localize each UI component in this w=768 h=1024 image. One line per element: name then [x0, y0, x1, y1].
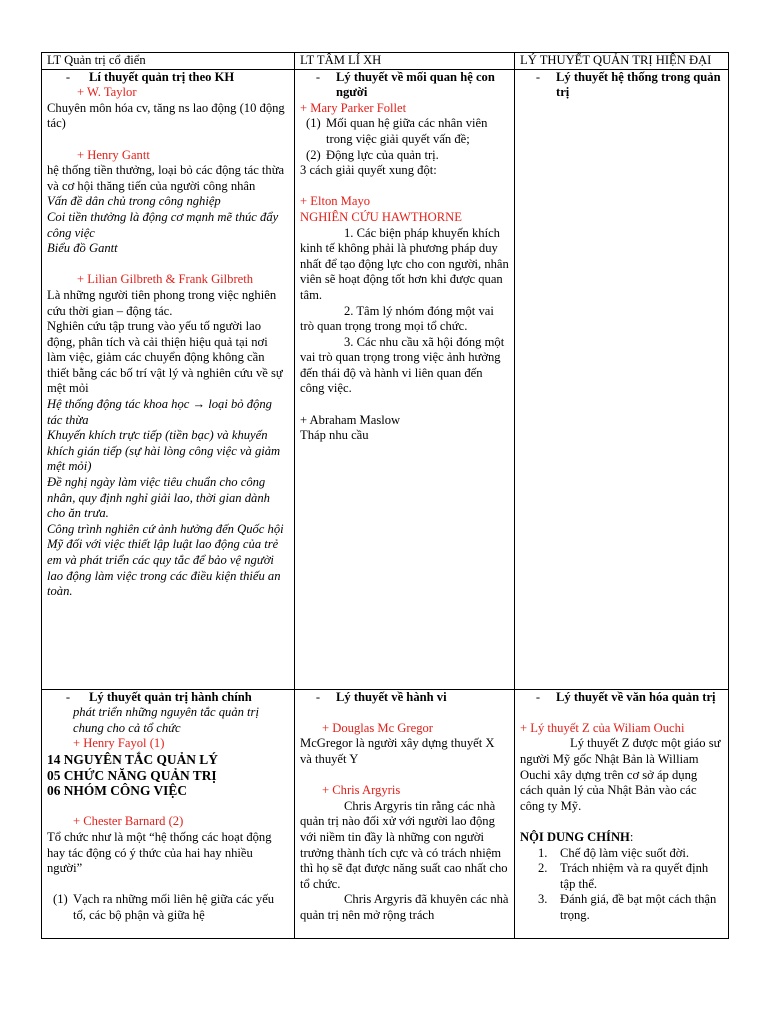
cell-scientific-management — [42, 69, 295, 689]
administrative-subtitle: phát triển những nguyên tắc quản trị chung cho cả tổ chức — [73, 705, 259, 735]
taylor-text: Chuyên môn hóa cv, tăng ns lao động (10 động tác) — [47, 100, 285, 131]
fayol-item: 05 CHỨC NĂNG QUẢN TRỊ — [47, 767, 217, 783]
author-mcgregor: + Douglas Mc Gregor — [322, 720, 433, 735]
follet-text: 3 cách giải quyết xung đột: — [300, 163, 437, 178]
author-argyris: + Chris Argyris — [322, 783, 401, 798]
argyris-text: Chris Argyris đã khuyên các nhà quản trị nên mở rộng trách — [300, 892, 509, 922]
author-follet: + Mary Parker Follet — [300, 100, 407, 115]
author-taylor: + W. Taylor — [77, 85, 137, 100]
hawthorne-title: NGHIÊN CỨU HAWTHORNE — [300, 209, 462, 224]
header-modern: LÝ THUYẾT QUẢN TRỊ HIỆN ĐẠI — [515, 53, 729, 70]
author-maslow: + Abraham Maslow — [300, 412, 401, 427]
list-item: (1) Mối quan hệ giữa các nhân viên trong việc giải quyết vấn đề; — [306, 116, 488, 146]
barnard-text: Tổ chức như là một “hệ thống các hoạt động hay tác động có ý thức của hai hay nhiều người” — [47, 829, 272, 876]
table-row — [42, 689, 729, 938]
mayo-finding: 1. Các biện pháp khuyến khích kinh tế không phải là phương pháp duy nhất để tạo động lực cho con người, nhân viên sẽ hoạt động tốt hơn khi được quan tâm. — [300, 225, 509, 302]
author-fayol: + Henry Fayol (1) — [73, 736, 165, 751]
author-barnard: + Chester Barnard (2) — [73, 814, 184, 829]
section-heading: - Lý thuyết về văn hóa quản trị — [535, 689, 716, 704]
table-row — [42, 69, 729, 689]
list-item: 3. Đánh giá, đề bạt một cách thận trọng. — [538, 892, 717, 922]
gantt-text: hệ thống tiền thưởng, loại bỏ các động tác thừa và cơ hội thăng tiến của người công nhân — [47, 163, 285, 193]
gilbreth-point: Công trình nghiên cứ ảnh hưởng đến Quốc hội Mỹ đối với việc thiết lập luật lao động của trẻ em và phát triển các quy tắc để bảo vệ người lao động làm việc trong các điều kiện thiếu an toàn. — [47, 521, 284, 599]
mcgregor-text: McGregor là người xây dựng thuyết X và thuyết Y — [300, 736, 495, 766]
cell-human-relations — [295, 69, 515, 689]
theories-table — [41, 52, 729, 939]
ouchi-text: Lý thuyết Z được một giáo sư người Mỹ gốc Nhật Bản là William Ouchi xây dựng trên cơ sở áp dụng cách quản lý của Nhật Bản vào các công ty Mỹ. — [520, 736, 721, 813]
cell-systems-theory — [515, 69, 729, 689]
list-item: (1) Vạch ra những mối liên hệ giữa các yếu tố, các bộ phận và giữa hệ — [53, 892, 275, 922]
section-heading: - Lý thuyết quản trị hành chính — [65, 689, 252, 704]
gantt-point: Biểu đồ Gantt — [47, 241, 118, 256]
list-item: 2. Trách nhiệm và ra quyết định tập thể. — [538, 861, 709, 891]
author-gantt: + Henry Gantt — [77, 147, 150, 162]
section-heading: - Lý thuyết hệ thống trong quản trị — [535, 69, 721, 100]
maslow-text: Tháp nhu cầu — [300, 428, 369, 443]
gilbreth-text: Nghiên cứu tập trung vào yếu tố người lao động, phân tích và cải thiện hiệu quả tại nơi làm việc, giảm các chuyển động không cần thiết bằng các bố trí vật lý và nghiên cứu về sự mệt mỏi — [47, 319, 283, 396]
gilbreth-point: Hệ thống động tác khoa học → loại bỏ động tác thừa — [47, 397, 272, 427]
mayo-finding: 2. Tâm lý nhóm đóng một vai trò quan trọng trong mọi tổ chức. — [300, 303, 494, 334]
author-mayo: + Elton Mayo — [300, 194, 371, 209]
gilbreth-text: Là những người tiên phong trong việc nghiên cứu thời gian – động tác. — [47, 287, 277, 318]
gilbreth-point: Đề nghị ngày làm việc tiêu chuẩn cho công nhân, quy định nghỉ giải lao, thời gian dành cho ăn trưa. — [47, 475, 270, 521]
list-item: 1. Chế độ làm việc suốt đời. — [538, 845, 690, 860]
cell-behavioral — [295, 689, 515, 938]
cell-administrative — [42, 689, 295, 938]
gilbreth-point: Khuyến khích trực tiếp (tiền bạc) và khuyến khích gián tiếp (sự hài lòng công việc và giảm mệt mỏi) — [47, 428, 281, 474]
cell-management-culture — [515, 689, 729, 938]
gantt-point: Vấn đề dân chủ trong công nghiệp — [47, 194, 221, 209]
section-heading: - Lí thuyết quản trị theo KH — [65, 69, 235, 84]
section-heading: - Lý thuyết về hành vi — [315, 689, 447, 704]
main-content-label: NỘI DUNG CHÍNH: — [520, 829, 634, 844]
section-heading: - Lý thuyết về mối quan hệ con người — [315, 69, 495, 100]
gantt-point: Coi tiền thưởng là động cơ mạnh mẽ thúc đẩy công việc — [47, 209, 279, 240]
header-classical: LT Quản trị cổ điển — [42, 53, 295, 70]
header-social-psychology: LT TÂM LÍ XH — [295, 53, 515, 70]
header-row — [42, 53, 729, 70]
fayol-item: 14 NGUYÊN TẮC QUẢN LÝ — [47, 751, 218, 767]
argyris-text: Chris Argyris tin rằng các nhà quản trị nào đối xử với người lao động với niềm tin đầy là những con người trưởng thành tích cực và có trách nhiệm thì họ sẽ đạt được năng suất cao nhất cho tổ chức. — [300, 798, 508, 891]
mayo-finding: 3. Các nhu cầu xã hội đóng một vai trò quan trọng trong việc ảnh hưởng đến thái độ và hành vi liên quan đến công việc. — [300, 334, 505, 396]
list-item: (2) Động lực của quản trị. — [306, 147, 439, 162]
author-gilbreth: + Lilian Gilbreth & Frank Gilbreth — [77, 272, 254, 287]
fayol-item: 06 NHÓM CÔNG VIỆC — [47, 783, 187, 799]
author-ouchi: + Lý thuyết Z của Wiliam Ouchi — [520, 720, 685, 735]
